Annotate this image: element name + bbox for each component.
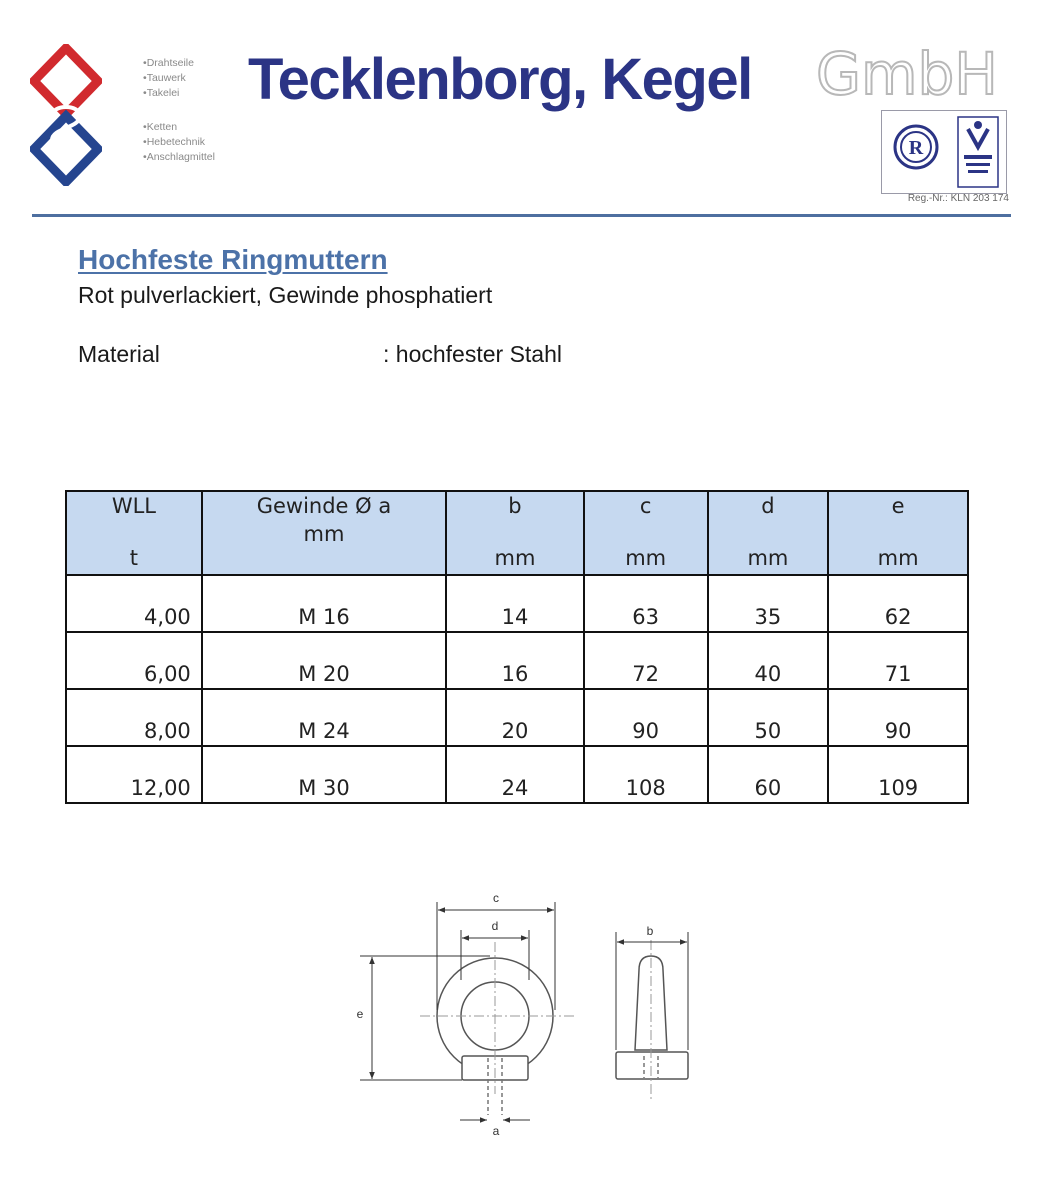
front-view xyxy=(420,942,576,1115)
side-dimensions xyxy=(616,932,688,1050)
cell-d: 40 xyxy=(708,632,829,689)
company-name: Tecklenborg, Kegel xyxy=(248,47,752,112)
cell-thread: M 24 xyxy=(202,689,446,746)
cell-b: 20 xyxy=(446,689,584,746)
material-value: : hochfester Stahl xyxy=(383,341,562,367)
spec-table xyxy=(65,490,969,804)
cell-e: 62 xyxy=(828,575,968,632)
table-row xyxy=(66,746,968,803)
column-unit: mm xyxy=(494,546,536,570)
cell-c: 72 xyxy=(584,632,708,689)
cell-b: 16 xyxy=(446,632,584,689)
cell-c: 63 xyxy=(584,575,708,632)
cell-thread: M 20 xyxy=(202,632,446,689)
company-suffix: GmbH xyxy=(816,40,998,108)
cell-e: 71 xyxy=(828,632,968,689)
registration-number: Reg.-Nr.: KLN 203 174 xyxy=(907,193,1009,204)
svg-text:R: R xyxy=(908,137,924,159)
dim-label-b: b xyxy=(646,924,654,938)
cell-d: 35 xyxy=(708,575,829,632)
product-subtitle: Rot pulverlackiert, Gewinde phosphatiert xyxy=(78,282,493,308)
cell-thread: M 16 xyxy=(202,575,446,632)
cell-wll: 12,00 xyxy=(66,746,202,803)
material-label: Material xyxy=(78,341,160,367)
column-name: e xyxy=(891,494,905,518)
dim-label-c: c xyxy=(493,891,499,905)
column-header-c xyxy=(584,491,708,575)
cell-e: 90 xyxy=(828,689,968,746)
table-header-row xyxy=(66,491,968,575)
column-unit: mm xyxy=(303,522,345,546)
dim-label-a: a xyxy=(492,1124,500,1138)
dim-label-e: e xyxy=(356,1007,364,1021)
column-unit: mm xyxy=(625,546,667,570)
column-header-b xyxy=(446,491,584,575)
service-list-lifting xyxy=(143,120,215,165)
column-header-e xyxy=(828,491,968,575)
service-item: • Drahtseile xyxy=(143,56,194,71)
service-item: • Ketten xyxy=(143,120,215,135)
service-list-ropes xyxy=(143,56,194,101)
column-header-thread xyxy=(202,491,446,575)
service-item: • Takelei xyxy=(143,86,194,101)
column-unit: mm xyxy=(877,546,919,570)
cell-d: 60 xyxy=(708,746,829,803)
cell-d: 50 xyxy=(708,689,829,746)
product-title: Hochfeste Ringmuttern xyxy=(78,244,388,275)
certification-badges xyxy=(881,110,1007,194)
cell-e: 109 xyxy=(828,746,968,803)
column-name: c xyxy=(639,494,652,518)
certification-seals-icon xyxy=(882,111,1006,193)
service-item: • Anschlagmittel xyxy=(143,150,215,165)
column-header-d xyxy=(708,491,829,575)
cell-b: 14 xyxy=(446,575,584,632)
column-name: d xyxy=(761,494,775,518)
service-item: • Hebetechnik xyxy=(143,135,215,150)
table-row xyxy=(66,689,968,746)
column-unit: t xyxy=(129,546,139,570)
header-divider xyxy=(32,214,1011,217)
cell-wll: 8,00 xyxy=(66,689,202,746)
column-unit: mm xyxy=(747,546,789,570)
front-dimensions xyxy=(360,902,555,1120)
cell-b: 24 xyxy=(446,746,584,803)
cell-c: 90 xyxy=(584,689,708,746)
service-item: • Tauwerk xyxy=(143,71,194,86)
side-view xyxy=(616,940,688,1100)
table-row xyxy=(66,632,968,689)
column-name: WLL xyxy=(111,494,156,518)
column-header-wll xyxy=(66,491,202,575)
dim-label-d: d xyxy=(491,919,499,933)
table-row xyxy=(66,575,968,632)
cell-thread: M 30 xyxy=(202,746,446,803)
column-name: Gewinde Ø a xyxy=(256,494,392,518)
cell-c: 108 xyxy=(584,746,708,803)
column-name: b xyxy=(508,494,522,518)
ring-nut-drawing xyxy=(350,880,710,1140)
cell-wll: 4,00 xyxy=(66,575,202,632)
company-logo xyxy=(30,44,102,186)
cell-wll: 6,00 xyxy=(66,632,202,689)
